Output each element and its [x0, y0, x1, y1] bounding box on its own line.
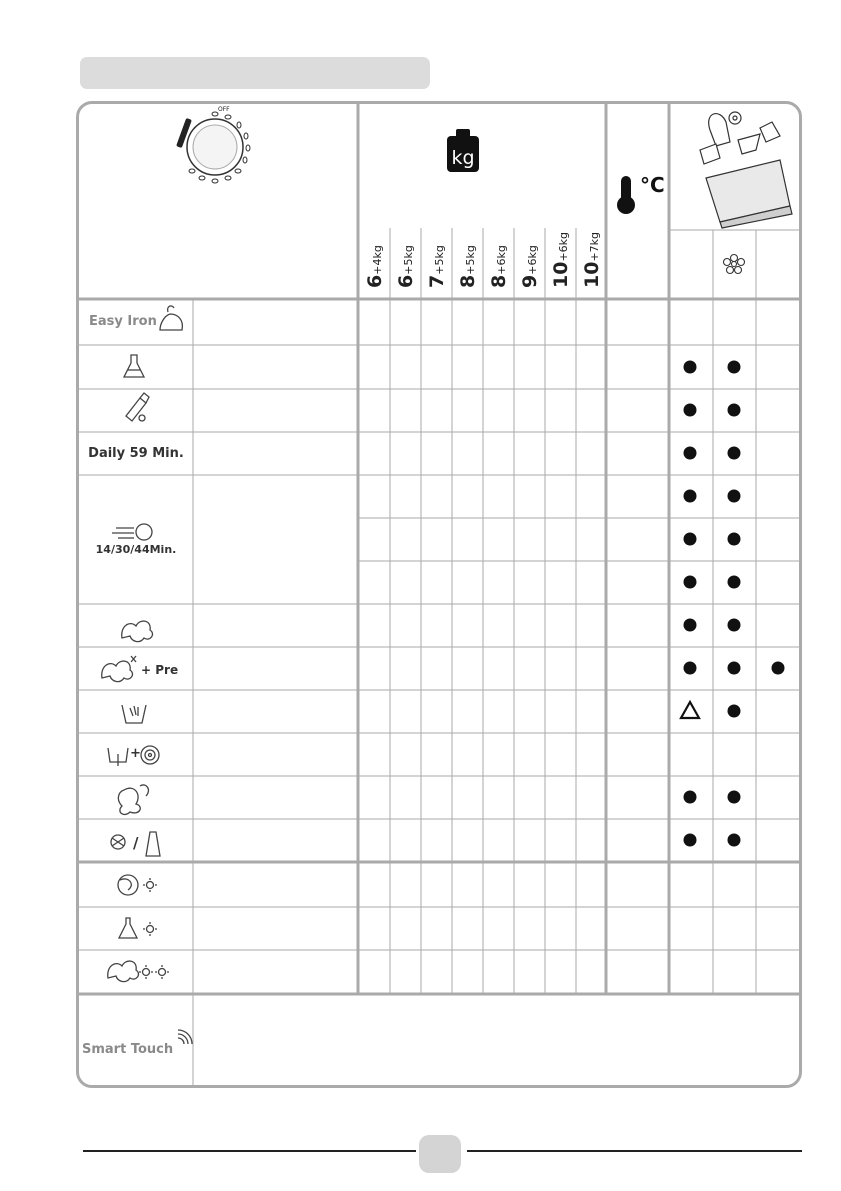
detergent-dot	[728, 361, 741, 374]
detergent-dot	[684, 447, 697, 460]
detergent-dot	[728, 533, 741, 546]
detergent-dot	[684, 662, 697, 675]
detergent-dot	[728, 834, 741, 847]
detergent-dot	[684, 533, 697, 546]
detergent-dot	[728, 705, 741, 718]
nfc-icon	[178, 1030, 192, 1044]
load-secondary-value: +5kg	[433, 245, 446, 275]
weight-kg-icon	[447, 129, 479, 172]
svg-text:kg: kg	[451, 147, 475, 169]
load-column-header	[395, 245, 417, 288]
load-main-value: 7	[426, 274, 448, 288]
detergent-dot	[772, 662, 785, 675]
detergent-dot	[684, 834, 697, 847]
temp-unit-label: °C	[640, 173, 665, 197]
smart-touch-label: Smart Touch	[82, 1042, 174, 1057]
program-dial-icon	[176, 106, 250, 183]
load-secondary-value: +5kg	[464, 245, 477, 275]
detergent-dot	[684, 490, 697, 503]
load-secondary-value: +7kg	[588, 231, 601, 262]
cotton-icon	[122, 621, 153, 642]
load-column-header	[581, 232, 603, 288]
load-column-header	[550, 232, 572, 288]
detergent-dot	[684, 576, 697, 589]
detergent-dot	[728, 490, 741, 503]
detergent-dot	[728, 447, 741, 460]
load-secondary-value: +6kg	[495, 245, 508, 275]
detergent-dot	[728, 576, 741, 589]
wool-dry-icon	[118, 875, 157, 895]
footer-rule-left	[83, 1150, 416, 1152]
program-label-rapid: 14/30/44Min.	[95, 543, 177, 556]
detergent-dot	[728, 404, 741, 417]
detergent-triangle	[681, 702, 699, 718]
load-main-value: 6	[395, 274, 417, 288]
load-column-header	[519, 245, 541, 288]
load-column-header	[488, 245, 510, 288]
load-secondary-value: +4kg	[371, 245, 384, 275]
load-column-header	[364, 245, 386, 288]
detergent-dot	[684, 361, 697, 374]
load-column-header	[457, 245, 479, 288]
detergent-drawer-icon	[700, 112, 792, 228]
footer-rule-right	[467, 1150, 802, 1152]
detergent-dot	[684, 791, 697, 804]
load-main-value: 6	[364, 274, 386, 288]
program-label-drain-spin: +	[130, 746, 141, 761]
flask-icon	[124, 355, 144, 377]
cotton-dry-icon	[108, 961, 169, 982]
detergent-dot	[684, 619, 697, 632]
program-label-easy-iron: Easy Iron	[89, 314, 157, 329]
program-label-prewash: + Pre	[141, 663, 179, 677]
synthetic-dry-icon	[119, 918, 157, 938]
detergent-dot	[728, 791, 741, 804]
program-label-daily: Daily 59 Min.	[88, 446, 184, 461]
detergent-dot	[728, 662, 741, 675]
rinse-icon	[122, 705, 146, 723]
baby-bottle-icon	[126, 393, 149, 421]
load-column-header	[426, 245, 448, 288]
page-number-box	[419, 1135, 461, 1173]
load-secondary-value: +6kg	[526, 245, 539, 275]
svg-text:OFF: OFF	[218, 106, 230, 113]
cotton-prewash-icon	[102, 656, 136, 682]
load-main-value: 8	[488, 274, 510, 288]
program-label-wool: /	[133, 834, 139, 852]
thermometer-icon	[617, 176, 635, 214]
load-main-value: 10	[550, 261, 572, 288]
load-secondary-value: +5kg	[402, 245, 415, 275]
rapid-icon	[112, 524, 152, 540]
detergent-dot	[684, 404, 697, 417]
load-main-value: 9	[519, 274, 541, 288]
load-main-value: 8	[457, 274, 479, 288]
delicates-icon	[118, 785, 148, 815]
steam-iron-icon	[160, 306, 182, 330]
detergent-dot	[728, 619, 741, 632]
load-main-value: 10	[581, 261, 603, 288]
flower-icon	[724, 255, 745, 274]
load-secondary-value: +6kg	[557, 231, 570, 262]
